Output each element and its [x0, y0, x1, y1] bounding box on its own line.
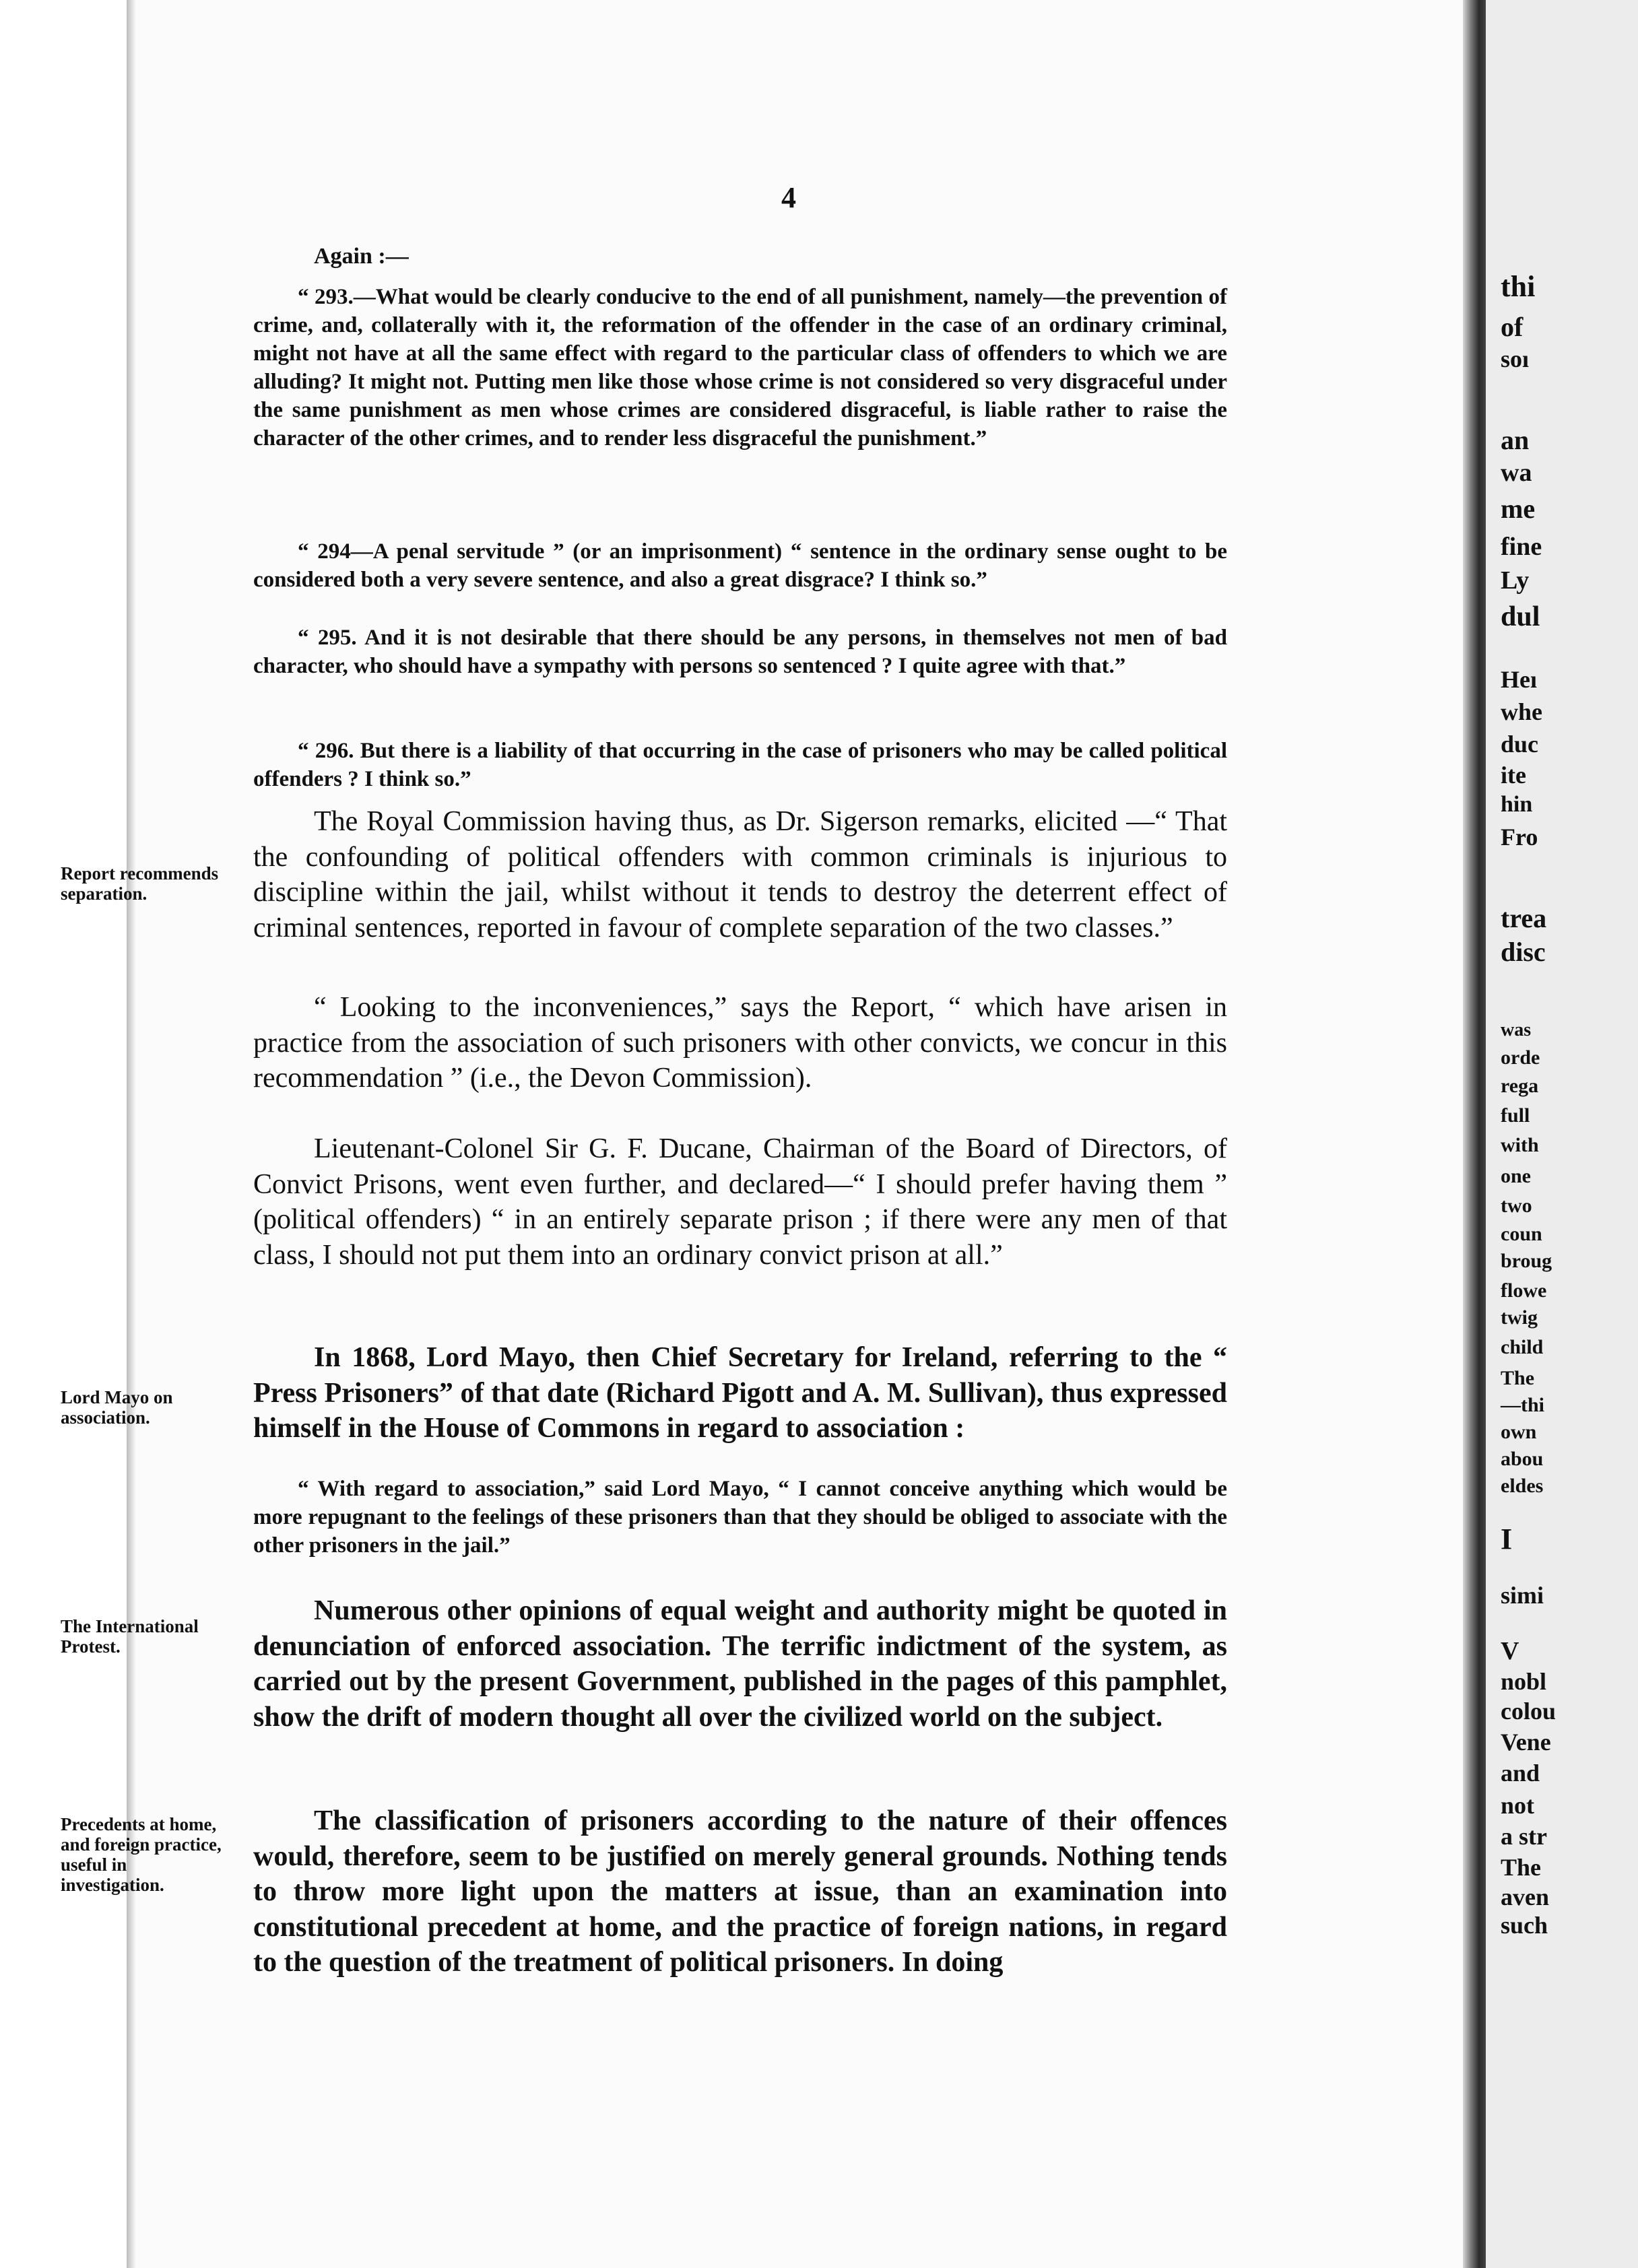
report-quote-paragraph: [253, 990, 1227, 1096]
adjacent-page-fragment: dul: [1501, 601, 1540, 632]
adjacent-page-fragment: own: [1501, 1421, 1537, 1443]
book-gutter: [1463, 0, 1486, 2268]
page-edge-shadow: [127, 0, 136, 2268]
adjacent-page-fragment: of: [1501, 312, 1524, 342]
adjacent-page-fragment: trea: [1501, 903, 1547, 933]
adjacent-page-fragment: such: [1501, 1912, 1548, 1939]
mayo-intro-text: In 1868, Lord Mayo, then Chief Secretary for Ireland, referring to the “ Press Prisoners” of that date (Richard Pigott and A. M. Sullivan), thus expressed himself in the House of Commons in regard to association :: [253, 1342, 1227, 1444]
adjacent-page-fragment: V: [1501, 1637, 1519, 1665]
evidence-295-text: “ 295. And it is not desirable that there should be any persons, in themselves not men of bad character, who should have a sympathy with persons so sentenced ? I quite agree with that.”: [253, 626, 1227, 678]
adjacent-page-fragment: wa: [1501, 459, 1532, 487]
adjacent-page-fragment: Heı: [1501, 666, 1537, 693]
adjacent-page-fragment: —thi: [1501, 1394, 1545, 1416]
adjacent-page-fragment: I: [1501, 1523, 1513, 1556]
adjacent-page-fragment: an: [1501, 425, 1530, 455]
ducane-paragraph: [253, 1131, 1227, 1273]
adjacent-page-fragment: orde: [1501, 1046, 1540, 1069]
adjacent-page-fragment: full: [1501, 1104, 1530, 1127]
evidence-293-text: “ 293.—What would be clearly conducive to the end of all punishment, namely—the prevention of crime, and, collaterally with it, the reformation of the offender in the case of an ordinary criminal, might not have at all the same effect with regard to the particular class of offenders to which we are alluding? It might not. Putting men like those whose crime is not considered so very disgraceful under the same punishment as men whose crimes are considered disgraceful, is liable rather to raise the character of the other crimes, and to render less disgraceful the punishment.”: [253, 285, 1227, 451]
adjacent-page-fragment: not: [1501, 1792, 1535, 1819]
ducane-text: Lieutenant-Colonel Sir G. F. Ducane, Chairman of the Board of Directors, of Convict Prisons, went even further, and declared—“ I should prefer having them ” (political offenders) “ in an entirely separate prison ; if there were any men of that class, I should not put them into an ordinary convict prison at all.”: [253, 1133, 1227, 1271]
adjacent-page-fragment: two: [1501, 1195, 1532, 1217]
evidence-quote-293: [253, 283, 1227, 453]
classification-text: The classification of prisoners according to the nature of their offences would, therefore, seem to be justified on merely general grounds. Nothing tends to throw more light upon the matters at issue, than an examination into constitutional precedent at home, and the practice of foreign nations, in regard to the question of the treatment of political prisoners. In doing: [253, 1805, 1227, 1978]
adjacent-page-fragment: thi: [1501, 270, 1536, 303]
again-label: Again :—: [314, 244, 409, 269]
adjacent-page-fragment: nobl: [1501, 1668, 1547, 1695]
mayo-quote-text: “ With regard to association,” said Lord Mayo, “ I cannot conceive anything which would be more repugnant to the feelings of these prisoners than that they should be obliged to associate with the other prisoners in the jail.”: [253, 1477, 1227, 1558]
adjacent-page-fragment: duc: [1501, 731, 1539, 758]
mayo-intro-paragraph: [253, 1340, 1227, 1446]
adjacent-page-fragment: was: [1501, 1020, 1532, 1040]
adjacent-page-fragment: whe: [1501, 698, 1542, 725]
adjacent-page-fragment: aven: [1501, 1883, 1549, 1910]
sidenote-precedents: Precedents at home, and foreign practice, useful in investigation.: [61, 1814, 222, 1895]
evidence-quote-296: [253, 737, 1227, 793]
adjacent-page-fragment: simi: [1501, 1582, 1544, 1609]
royal-commission-text: The Royal Commission having thus, as Dr. Sigerson remarks, elicited —“ That the confounding of political offenders with common criminals is injurious to discipline within the jail, whilst without it tends to destroy the deterrent effect of criminal sentences, reported in favour of complete separation of the two classes.”: [253, 806, 1227, 943]
numerous-paragraph: [253, 1593, 1227, 1735]
adjacent-page-fragment: soı: [1501, 345, 1530, 372]
adjacent-page-fragment: hin: [1501, 792, 1533, 817]
adjacent-page-fragment: broug: [1501, 1250, 1552, 1272]
adjacent-page-fragment: flowe: [1501, 1279, 1547, 1302]
adjacent-page-fragment: coun: [1501, 1223, 1542, 1245]
adjacent-page-fragment: Ly: [1501, 566, 1530, 595]
adjacent-page-fragment: colou: [1501, 1698, 1557, 1725]
adjacent-page-fragment: Vene: [1501, 1729, 1551, 1756]
adjacent-page-fragment: with: [1501, 1134, 1539, 1156]
sidenote-report: Report recommends separation.: [61, 863, 219, 904]
evidence-quote-295: [253, 624, 1227, 680]
evidence-294-text: “ 294—A penal servitude ” (or an imprisonment) “ sentence in the ordinary sense ought to be considered both a very severe sentence, and also a great disgrace? I think so.”: [253, 539, 1227, 592]
royal-commission-paragraph: [253, 804, 1227, 945]
report-quote-text: “ Looking to the inconveniences,” says the Report, “ which have arisen in practice from the association of such prisoners with other convicts, we concur in this recommendation ” (i.e., the Devon Commission).: [253, 992, 1227, 1094]
mayo-quote-paragraph: [253, 1475, 1227, 1560]
adjacent-page-fragment: abou: [1501, 1448, 1544, 1470]
adjacent-page-fragment: ite: [1501, 762, 1526, 789]
sidenote-mayo: Lord Mayo on association.: [61, 1387, 173, 1428]
adjacent-page-fragment: child: [1501, 1336, 1544, 1358]
adjacent-page-fragment: one: [1501, 1165, 1531, 1187]
evidence-296-text: “ 296. But there is a liability of that occurring in the case of prisoners who may be called political offenders ? I think so.”: [253, 739, 1227, 791]
adjacent-page-fragment: The: [1501, 1367, 1535, 1389]
sidenote-protest: The International Protest.: [61, 1616, 199, 1657]
adjacent-page-fragment: a str: [1501, 1823, 1547, 1850]
adjacent-page-fragment: Fro: [1501, 824, 1538, 850]
classification-paragraph: [253, 1803, 1227, 1980]
adjacent-page-fragment: twig: [1501, 1306, 1538, 1329]
adjacent-page: [1486, 0, 1638, 2268]
adjacent-page-fragment: rega: [1501, 1075, 1539, 1097]
adjacent-page-fragment: fine: [1501, 533, 1542, 561]
adjacent-page-fragment: The: [1501, 1854, 1542, 1881]
evidence-quote-294: [253, 537, 1227, 594]
page-number: 4: [781, 181, 796, 214]
adjacent-page-fragment: me: [1501, 494, 1536, 524]
adjacent-page-fragment: disc: [1501, 937, 1546, 967]
numerous-text: Numerous other opinions of equal weight and authority might be quoted in denunciation of enforced association. The terrific indictment of the system, as carried out by the present Government, published in the pages of this pamphlet, show the drift of modern thought all over the civilized world on the subject.: [253, 1595, 1227, 1733]
adjacent-page-fragment: eldes: [1501, 1475, 1544, 1497]
adjacent-page-fragment: and: [1501, 1760, 1540, 1787]
